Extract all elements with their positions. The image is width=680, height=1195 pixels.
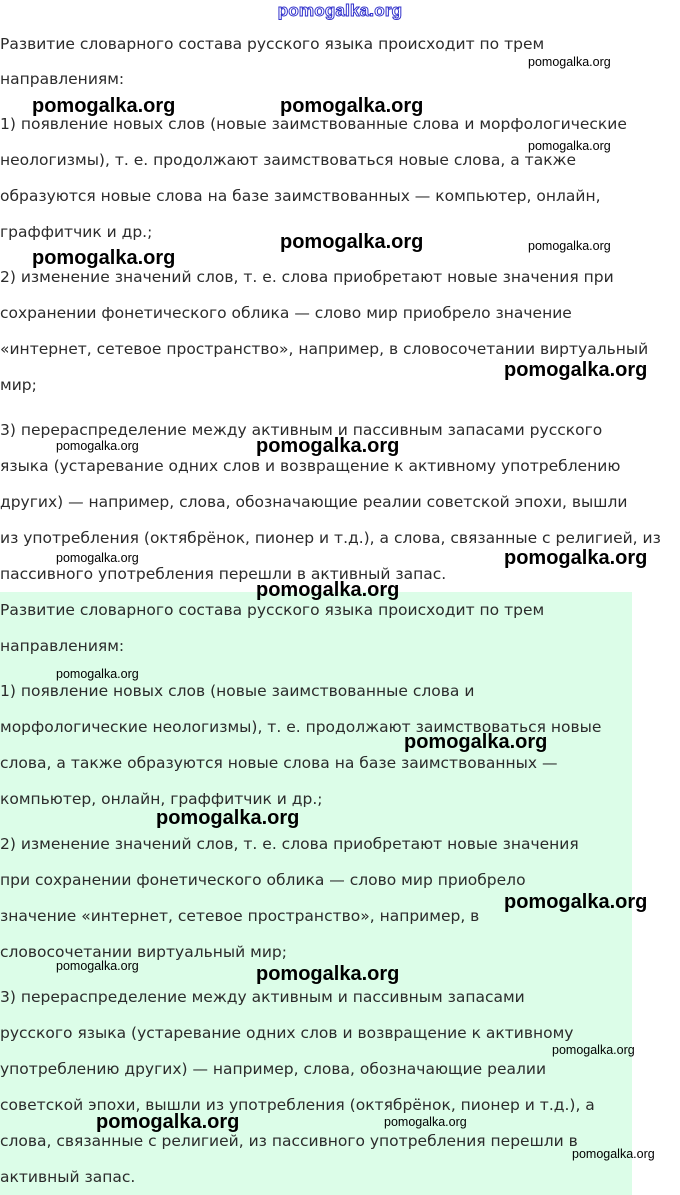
watermark: pomogalka.org (256, 435, 400, 457)
watermark: pomogalka.org (96, 1111, 240, 1133)
watermark: pomogalka.org (528, 239, 611, 253)
text-line: 1) появление новых слов (новые заимствованные слова и (0, 682, 475, 700)
text-line: «интернет, сетевое пространство», например, в словосочетании виртуальный (0, 340, 649, 358)
watermark: pomogalka.org (256, 963, 400, 985)
text-line: Развитие словарного состава русского языка происходит по трем (0, 601, 545, 619)
text-line: употреблению других) — например, слова, обозначающие реалии (0, 1060, 547, 1078)
watermark: pomogalka.org (56, 959, 139, 973)
text-line: компьютер, онлайн, граффитчик и др.; (0, 790, 323, 808)
text-line: других) — например, слова, обозначающие реалии советской эпохи, вышли (0, 493, 628, 511)
watermark: pomogalka.org (528, 55, 611, 69)
watermark: pomogalka.org (56, 439, 139, 453)
text-line: морфологические неологизмы), т. е. продолжают заимствоваться новые (0, 718, 602, 736)
text-line: языка (устаревание одних слов и возвращение к активному употреблению (0, 457, 621, 475)
text-line: 3) перераспределение между активным и пассивным запасами (0, 988, 525, 1006)
watermark: pomogalka.org (528, 139, 611, 153)
text-line: образуются новые слова на базе заимствованных — компьютер, онлайн, (0, 187, 601, 205)
text-line: русского языка (устаревание одних слов и возвращение к активному (0, 1024, 574, 1042)
watermark: pomogalka.org (404, 731, 548, 753)
watermark: pomogalka.org (280, 231, 424, 253)
text-line: неологизмы), т. е. продолжают заимствоваться новые слова, а также (0, 151, 577, 169)
watermark: pomogalka.org (504, 359, 648, 381)
watermark: pomogalka.org (156, 807, 300, 829)
watermark: pomogalka.org (504, 891, 648, 913)
text-line: пассивного употребления перешли в активный запас. (0, 565, 447, 583)
text-line: советской эпохи, вышли из употребления (октябрёнок, пионер и т.д.), а (0, 1096, 595, 1114)
text-line: 1) появление новых слов (новые заимствованные слова и морфологические (0, 115, 627, 133)
watermark: pomogalka.org (256, 579, 400, 601)
text-line: направлениям: (0, 70, 125, 88)
watermark: pomogalka.org (504, 547, 648, 569)
text-line: словосочетании виртуальный мир; (0, 943, 287, 961)
watermark: pomogalka.org (280, 95, 424, 117)
text-line: сохранении фонетического облика — слово мир приобрело значение (0, 304, 572, 322)
watermark: pomogalka.org (384, 1115, 467, 1129)
watermark: pomogalka.org (56, 551, 139, 565)
text-line: при сохранении фонетического облика — слово мир приобрело (0, 871, 526, 889)
watermark: pomogalka.org (552, 1043, 635, 1057)
text-line: 3) перераспределение между активным и пассивным запасами русского (0, 421, 603, 439)
text-line: мир; (0, 376, 37, 394)
text-line: Развитие словарного состава русского языка происходит по трем (0, 35, 545, 53)
text-line: слова, а также образуются новые слова на базе заимствованных — (0, 754, 558, 772)
text-line: активный запас. (0, 1168, 136, 1186)
watermark: pomogalka.org (32, 95, 176, 117)
site-header (0, 0, 680, 26)
text-line: граффитчик и др.; (0, 223, 153, 241)
watermark: pomogalka.org (56, 667, 139, 681)
site-logo-text[interactable]: pomogalka.org (277, 1, 403, 20)
watermark: pomogalka.org (32, 247, 176, 269)
text-line: значение «интернет, сетевое пространство», например, в (0, 907, 480, 925)
text-line: из употребления (октябрёнок, пионер и т.д.), а слова, связанные с религией, из (0, 529, 661, 547)
text-line: 2) изменение значений слов, т. е. слова приобретают новые значения (0, 835, 579, 853)
text-line: 2) изменение значений слов, т. е. слова приобретают новые значения при (0, 268, 614, 286)
text-line: направлениям: (0, 637, 125, 655)
watermark: pomogalka.org (572, 1147, 655, 1161)
text-line: слова, связанные с религией, из пассивного употребления перешли в (0, 1132, 578, 1150)
